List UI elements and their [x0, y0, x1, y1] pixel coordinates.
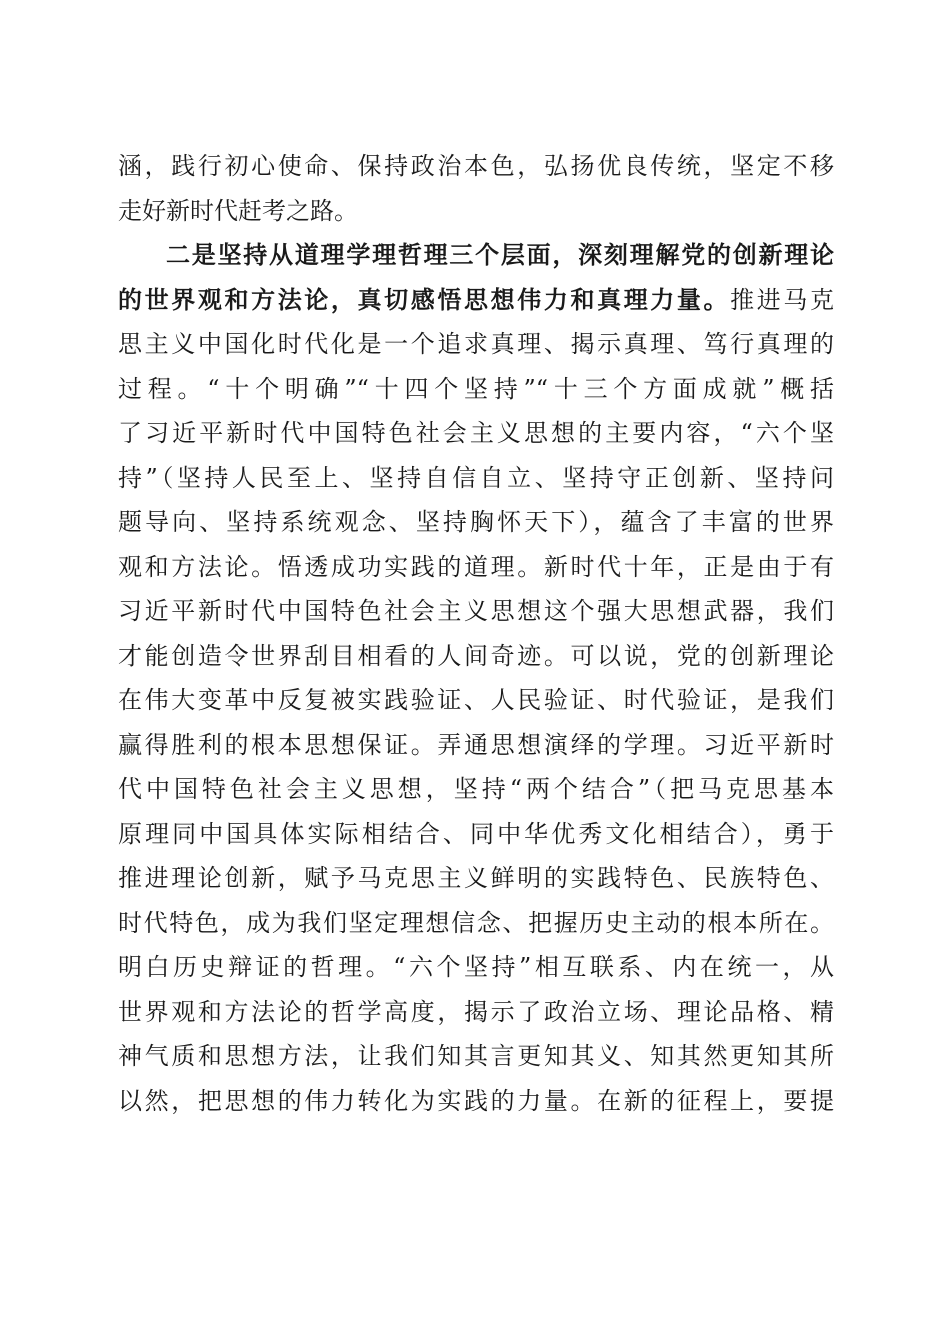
- text-line-15: 代中国特色社会主义思想，坚持“两个结合”（把马克思基本: [118, 775, 834, 803]
- text-line-4-rest: 推进马克: [730, 285, 835, 314]
- text-line-10: 观和方法论。悟透成功实践的道理。新时代十年，正是由于有: [118, 552, 834, 581]
- text-line-4: [118, 278, 834, 323]
- text-line-11: 习近平新时代中国特色社会主义思想这个强大思想武器，我们: [118, 597, 834, 625]
- bold-heading-line-1: 二是坚持从道理学理哲理三个层面，深刻理解党的创新理论: [166, 240, 834, 269]
- text-line-5: 思主义中国化时代化是一个追求真理、揭示真理、笃行真理的: [118, 330, 834, 358]
- text-line-6: 过程。“十个明确”“十四个坚持”“十三个方面成就”概括: [118, 374, 834, 403]
- text-line-16: 原理同中国具体实际相结合、同中华优秀文化相结合），勇于: [118, 819, 834, 848]
- text-line-8: 持”（坚持人民至上、坚持自信自立、坚持守正创新、坚持问: [118, 463, 834, 492]
- body-text: [118, 144, 834, 1123]
- text-line-12: 才能创造令世界刮目相看的人间奇迹。可以说，党的创新理论: [118, 641, 834, 670]
- bold-heading-line-2: 的世界观和方法论，真切感悟思想伟力和真理力量。: [118, 284, 731, 314]
- text-line-20: 世界观和方法论的哲学高度，揭示了政治立场、理论品格、精: [118, 997, 834, 1026]
- text-line-19: 明白历史辩证的哲理。“六个坚持”相互联系、内在统一，从: [118, 953, 834, 981]
- text-line-22: 以然，把思想的伟力转化为实践的力量。在新的征程上，要提: [118, 1086, 834, 1115]
- text-line-18: 时代特色，成为我们坚定理想信念、把握历史主动的根本所在。: [118, 908, 834, 937]
- text-line-17: 推进理论创新，赋予马克思主义鲜明的实践特色、民族特色、: [118, 864, 834, 892]
- text-line-13: 在伟大变革中反复被实践验证、人民验证、时代验证，是我们: [118, 686, 834, 714]
- text-line-21: 神气质和思想方法，让我们知其言更知其义、知其然更知其所: [118, 1042, 834, 1070]
- text-line-9: 题导向、坚持系统观念、坚持胸怀天下），蕴含了丰富的世界: [118, 508, 834, 536]
- text-line-14: 赢得胜利的根本思想保证。弄通思想演绎的学理。习近平新时: [118, 730, 834, 759]
- text-line-2: 走好新时代赶考之路。: [118, 196, 358, 225]
- text-line-1: 涵，践行初心使命、保持政治本色，弘扬优良传统，坚定不移: [118, 152, 834, 180]
- text-line-7: 了习近平新时代中国特色社会主义思想的主要内容，“六个坚: [118, 419, 834, 447]
